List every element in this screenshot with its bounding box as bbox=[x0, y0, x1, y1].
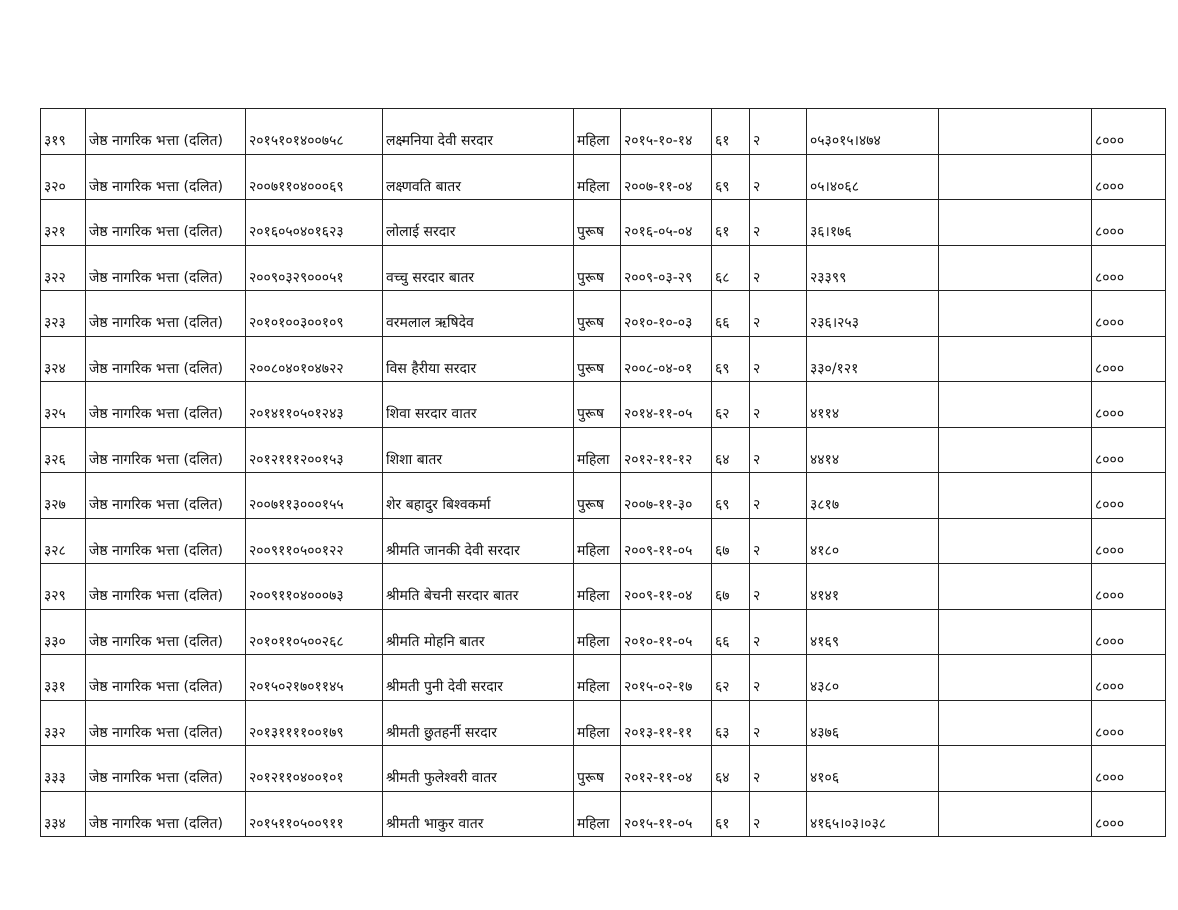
citizenship-number-cell: ४११४ bbox=[807, 382, 939, 428]
gender-cell: महिला bbox=[574, 655, 621, 701]
name-cell: वरमलाल ऋषिदेव bbox=[383, 291, 574, 337]
table-row bbox=[41, 655, 1166, 701]
program-cell: जेष्ठ नागरिक भत्ता (दलित) bbox=[86, 200, 246, 246]
beneficiary-id-cell: २०१४११०५०१२४३ bbox=[246, 382, 383, 428]
age-cell: ६२ bbox=[712, 382, 750, 428]
age-cell: ६१ bbox=[712, 200, 750, 246]
beneficiary-id-cell: २००७११०४०००६९ bbox=[246, 154, 383, 200]
ward-cell: २ bbox=[750, 427, 807, 473]
table-row bbox=[41, 382, 1166, 428]
age-cell: ६२ bbox=[712, 655, 750, 701]
program-cell: जेष्ठ नागरिक भत्ता (दलित) bbox=[86, 700, 246, 746]
date-cell: २०१४-११-०५ bbox=[621, 382, 712, 428]
name-cell: शिशा बातर bbox=[383, 427, 574, 473]
serial-number-cell: ३२८ bbox=[41, 518, 86, 564]
ward-cell: २ bbox=[750, 700, 807, 746]
program-cell: जेष्ठ नागरिक भत्ता (दलित) bbox=[86, 746, 246, 792]
program-cell: जेष्ठ नागरिक भत्ता (दलित) bbox=[86, 336, 246, 382]
table-row bbox=[41, 336, 1166, 382]
gender-cell: महिला bbox=[574, 609, 621, 655]
remarks-cell bbox=[939, 700, 1092, 746]
ward-cell: २ bbox=[750, 109, 807, 155]
citizenship-number-cell: ४३८० bbox=[807, 655, 939, 701]
amount-cell: ८००० bbox=[1092, 109, 1166, 155]
amount-cell: ८००० bbox=[1092, 700, 1166, 746]
remarks-cell bbox=[939, 791, 1092, 837]
gender-cell: महिला bbox=[574, 109, 621, 155]
table-row bbox=[41, 564, 1166, 610]
name-cell: श्रीमति मोहनि बातर bbox=[383, 609, 574, 655]
serial-number-cell: ३३२ bbox=[41, 700, 86, 746]
gender-cell: महिला bbox=[574, 518, 621, 564]
age-cell: ६४ bbox=[712, 746, 750, 792]
gender-cell: पुरूष bbox=[574, 746, 621, 792]
gender-cell: पुरूष bbox=[574, 473, 621, 519]
remarks-cell bbox=[939, 427, 1092, 473]
table-row bbox=[41, 518, 1166, 564]
beneficiary-id-cell: २०१५०२१७०११४५ bbox=[246, 655, 383, 701]
name-cell: शेर बहादुर बिश्वकर्मा bbox=[383, 473, 574, 519]
amount-cell: ८००० bbox=[1092, 609, 1166, 655]
remarks-cell bbox=[939, 518, 1092, 564]
beneficiary-id-cell: २०१०११०५००२६८ bbox=[246, 609, 383, 655]
table-row bbox=[41, 791, 1166, 837]
age-cell: ६७ bbox=[712, 564, 750, 610]
ward-cell: २ bbox=[750, 791, 807, 837]
serial-number-cell: ३२० bbox=[41, 154, 86, 200]
ward-cell: २ bbox=[750, 473, 807, 519]
date-cell: २००९-११-०४ bbox=[621, 564, 712, 610]
beneficiary-id-cell: २००८०४०१०४७२२ bbox=[246, 336, 383, 382]
gender-cell: महिला bbox=[574, 564, 621, 610]
beneficiary-table bbox=[40, 108, 1166, 837]
name-cell: श्रीमति बेचनी सरदार बातर bbox=[383, 564, 574, 610]
citizenship-number-cell: ०५।४०६८ bbox=[807, 154, 939, 200]
citizenship-number-cell: ४३७६ bbox=[807, 700, 939, 746]
name-cell: विस हैरीया सरदार bbox=[383, 336, 574, 382]
name-cell: शिवा सरदार वातर bbox=[383, 382, 574, 428]
beneficiary-id-cell: २०१३११११००१७९ bbox=[246, 700, 383, 746]
ward-cell: २ bbox=[750, 564, 807, 610]
remarks-cell bbox=[939, 564, 1092, 610]
serial-number-cell: ३२७ bbox=[41, 473, 86, 519]
beneficiary-id-cell: २०१२११०४००१०१ bbox=[246, 746, 383, 792]
amount-cell: ८००० bbox=[1092, 154, 1166, 200]
gender-cell: महिला bbox=[574, 154, 621, 200]
citizenship-number-cell: २३६।२५३ bbox=[807, 291, 939, 337]
beneficiary-id-cell: २०१५१०१४००७५८ bbox=[246, 109, 383, 155]
date-cell: २०१२-११-०४ bbox=[621, 746, 712, 792]
citizenship-number-cell: ०५३०१५।४७४ bbox=[807, 109, 939, 155]
program-cell: जेष्ठ नागरिक भत्ता (दलित) bbox=[86, 791, 246, 837]
serial-number-cell: ३२४ bbox=[41, 336, 86, 382]
date-cell: २००७-११-०४ bbox=[621, 154, 712, 200]
citizenship-number-cell: २३३९९ bbox=[807, 245, 939, 291]
serial-number-cell: ३३३ bbox=[41, 746, 86, 792]
age-cell: ६४ bbox=[712, 427, 750, 473]
serial-number-cell: ३२२ bbox=[41, 245, 86, 291]
ward-cell: २ bbox=[750, 200, 807, 246]
citizenship-number-cell: ४१४१ bbox=[807, 564, 939, 610]
amount-cell: ८००० bbox=[1092, 564, 1166, 610]
table-row bbox=[41, 154, 1166, 200]
program-cell: जेष्ठ नागरिक भत्ता (दलित) bbox=[86, 609, 246, 655]
gender-cell: पुरूष bbox=[574, 336, 621, 382]
beneficiary-id-cell: २००९०३२९०००५१ bbox=[246, 245, 383, 291]
date-cell: २०१२-११-१२ bbox=[621, 427, 712, 473]
date-cell: २०१३-११-११ bbox=[621, 700, 712, 746]
table-row bbox=[41, 473, 1166, 519]
program-cell: जेष्ठ नागरिक भत्ता (दलित) bbox=[86, 245, 246, 291]
date-cell: २००८-०४-०१ bbox=[621, 336, 712, 382]
beneficiary-id-cell: २०१०१००३००१०९ bbox=[246, 291, 383, 337]
table-row bbox=[41, 609, 1166, 655]
age-cell: ६९ bbox=[712, 473, 750, 519]
name-cell: वच्चु सरदार बातर bbox=[383, 245, 574, 291]
citizenship-number-cell: ४१८० bbox=[807, 518, 939, 564]
serial-number-cell: ३२५ bbox=[41, 382, 86, 428]
date-cell: २००७-११-३० bbox=[621, 473, 712, 519]
date-cell: २०१६-०५-०४ bbox=[621, 200, 712, 246]
table-row bbox=[41, 700, 1166, 746]
date-cell: २०१५-११-०५ bbox=[621, 791, 712, 837]
amount-cell: ८००० bbox=[1092, 291, 1166, 337]
citizenship-number-cell: ४१६५।०३।०३८ bbox=[807, 791, 939, 837]
amount-cell: ८००० bbox=[1092, 382, 1166, 428]
serial-number-cell: ३२३ bbox=[41, 291, 86, 337]
name-cell: श्रीमती पुनी देवी सरदार bbox=[383, 655, 574, 701]
name-cell: श्रीमती फुलेश्वरी वातर bbox=[383, 746, 574, 792]
remarks-cell bbox=[939, 245, 1092, 291]
program-cell: जेष्ठ नागरिक भत्ता (दलित) bbox=[86, 473, 246, 519]
serial-number-cell: ३२९ bbox=[41, 564, 86, 610]
table-row bbox=[41, 746, 1166, 792]
ward-cell: २ bbox=[750, 245, 807, 291]
citizenship-number-cell: ४१०६ bbox=[807, 746, 939, 792]
citizenship-number-cell: ३३०/१२१ bbox=[807, 336, 939, 382]
table-body bbox=[41, 109, 1166, 837]
program-cell: जेष्ठ नागरिक भत्ता (दलित) bbox=[86, 564, 246, 610]
beneficiary-id-cell: २००९११०५००१२२ bbox=[246, 518, 383, 564]
table-row bbox=[41, 245, 1166, 291]
amount-cell: ८००० bbox=[1092, 427, 1166, 473]
age-cell: ६१ bbox=[712, 791, 750, 837]
serial-number-cell: ३२६ bbox=[41, 427, 86, 473]
beneficiary-id-cell: २००७११३०००१५५ bbox=[246, 473, 383, 519]
name-cell: लोलाई सरदार bbox=[383, 200, 574, 246]
ward-cell: २ bbox=[750, 518, 807, 564]
serial-number-cell: ३१९ bbox=[41, 109, 86, 155]
program-cell: जेष्ठ नागरिक भत्ता (दलित) bbox=[86, 655, 246, 701]
serial-number-cell: ३३० bbox=[41, 609, 86, 655]
beneficiary-id-cell: २००९११०४०००७३ bbox=[246, 564, 383, 610]
date-cell: २०१५-१०-१४ bbox=[621, 109, 712, 155]
citizenship-number-cell: ३८१७ bbox=[807, 473, 939, 519]
ward-cell: २ bbox=[750, 291, 807, 337]
table-row bbox=[41, 109, 1166, 155]
ward-cell: २ bbox=[750, 154, 807, 200]
serial-number-cell: ३३४ bbox=[41, 791, 86, 837]
age-cell: ६७ bbox=[712, 518, 750, 564]
gender-cell: महिला bbox=[574, 700, 621, 746]
gender-cell: महिला bbox=[574, 791, 621, 837]
name-cell: लक्ष्मनिया देवी सरदार bbox=[383, 109, 574, 155]
name-cell: श्रीमती भाकुर वातर bbox=[383, 791, 574, 837]
gender-cell: पुरूष bbox=[574, 382, 621, 428]
beneficiary-id-cell: २०१५११०५००९११ bbox=[246, 791, 383, 837]
ward-cell: २ bbox=[750, 655, 807, 701]
gender-cell: पुरूष bbox=[574, 245, 621, 291]
age-cell: ६१ bbox=[712, 109, 750, 155]
amount-cell: ८००० bbox=[1092, 791, 1166, 837]
remarks-cell bbox=[939, 154, 1092, 200]
serial-number-cell: ३३१ bbox=[41, 655, 86, 701]
age-cell: ६८ bbox=[712, 245, 750, 291]
ward-cell: २ bbox=[750, 609, 807, 655]
gender-cell: पुरूष bbox=[574, 291, 621, 337]
program-cell: जेष्ठ नागरिक भत्ता (दलित) bbox=[86, 291, 246, 337]
remarks-cell bbox=[939, 109, 1092, 155]
remarks-cell bbox=[939, 336, 1092, 382]
citizenship-number-cell: ४४१४ bbox=[807, 427, 939, 473]
date-cell: २००९-०३-२९ bbox=[621, 245, 712, 291]
gender-cell: पुरूष bbox=[574, 200, 621, 246]
table-row bbox=[41, 200, 1166, 246]
serial-number-cell: ३२१ bbox=[41, 200, 86, 246]
name-cell: श्रीमती छुतहर्नी सरदार bbox=[383, 700, 574, 746]
date-cell: २०१०-११-०५ bbox=[621, 609, 712, 655]
remarks-cell bbox=[939, 473, 1092, 519]
date-cell: २०१०-१०-०३ bbox=[621, 291, 712, 337]
age-cell: ६६ bbox=[712, 609, 750, 655]
amount-cell: ८००० bbox=[1092, 518, 1166, 564]
age-cell: ६९ bbox=[712, 336, 750, 382]
age-cell: ६९ bbox=[712, 154, 750, 200]
program-cell: जेष्ठ नागरिक भत्ता (दलित) bbox=[86, 109, 246, 155]
ward-cell: २ bbox=[750, 336, 807, 382]
beneficiary-id-cell: २०१६०५०४०१६२३ bbox=[246, 200, 383, 246]
gender-cell: महिला bbox=[574, 427, 621, 473]
amount-cell: ८००० bbox=[1092, 245, 1166, 291]
program-cell: जेष्ठ नागरिक भत्ता (दलित) bbox=[86, 382, 246, 428]
amount-cell: ८००० bbox=[1092, 336, 1166, 382]
program-cell: जेष्ठ नागरिक भत्ता (दलित) bbox=[86, 518, 246, 564]
remarks-cell bbox=[939, 655, 1092, 701]
age-cell: ६६ bbox=[712, 291, 750, 337]
citizenship-number-cell: ३६।१७६ bbox=[807, 200, 939, 246]
name-cell: लक्ष्णवति बातर bbox=[383, 154, 574, 200]
amount-cell: ८००० bbox=[1092, 655, 1166, 701]
remarks-cell bbox=[939, 746, 1092, 792]
table-row bbox=[41, 427, 1166, 473]
date-cell: २०१५-०२-१७ bbox=[621, 655, 712, 701]
name-cell: श्रीमति जानकी देवी सरदार bbox=[383, 518, 574, 564]
age-cell: ६३ bbox=[712, 700, 750, 746]
amount-cell: ८००० bbox=[1092, 200, 1166, 246]
ward-cell: २ bbox=[750, 746, 807, 792]
remarks-cell bbox=[939, 382, 1092, 428]
ward-cell: २ bbox=[750, 382, 807, 428]
program-cell: जेष्ठ नागरिक भत्ता (दलित) bbox=[86, 427, 246, 473]
remarks-cell bbox=[939, 609, 1092, 655]
date-cell: २००९-११-०५ bbox=[621, 518, 712, 564]
remarks-cell bbox=[939, 291, 1092, 337]
remarks-cell bbox=[939, 200, 1092, 246]
amount-cell: ८००० bbox=[1092, 746, 1166, 792]
amount-cell: ८००० bbox=[1092, 473, 1166, 519]
citizenship-number-cell: ४१६९ bbox=[807, 609, 939, 655]
table-row bbox=[41, 291, 1166, 337]
beneficiary-id-cell: २०१२१११२००१५३ bbox=[246, 427, 383, 473]
program-cell: जेष्ठ नागरिक भत्ता (दलित) bbox=[86, 154, 246, 200]
